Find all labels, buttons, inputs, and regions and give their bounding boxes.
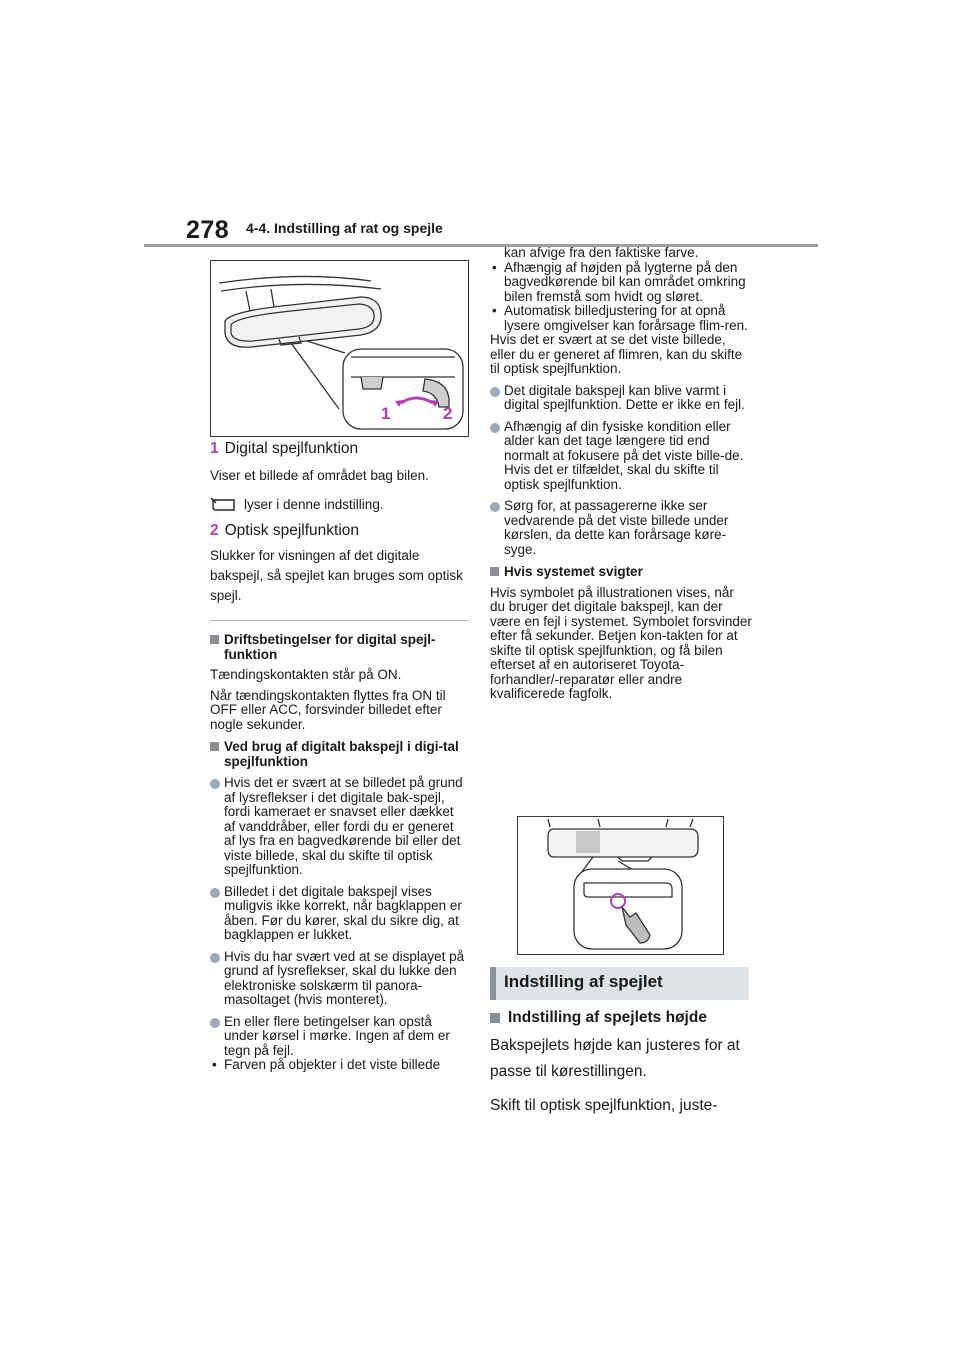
bullet-focus: Afhængig af din fysiske kondition eller alder kan det tage længere tid end normalt at fokusere på det viste bille-de. Hvis det er tilfældet, skal du skifte til optisk spejlfunktion. xyxy=(490,420,752,493)
callout-2: 2 xyxy=(443,404,453,423)
paragraph-switch-adjust: Skift til optisk spejlfunktion, juste- xyxy=(490,1097,718,1114)
bullet-reflections: Hvis det er svært at se billedet på grund af lysreflekser i det digitale bak-spejl, fordi kameraet er snavset eller dækket af vanddråber, eller fordi du er generet af lys fra en bagvedkørende bil eller det viste billede, skal du skifte til optisk spejlfunktion. xyxy=(210,776,468,878)
heading-mirror-height: Indstilling af spejlets højde xyxy=(490,1009,707,1027)
bullet-darkness: En eller flere betingelser kan opstå under kørsel i mørke. Ingen af dem er tegn på fejl. xyxy=(210,1015,468,1059)
heading-digital-use: Ved brug af digitalt bakspejl i digi-tal spejlfunktion xyxy=(210,740,468,769)
paragraph-switch-optical: Hvis det er svært at se det viste billede, eller du er generet af flimren, kan du skifte til optisk spejlfunktion. xyxy=(490,332,743,376)
sub-bullet-color-cont: kan afvige fra den faktiske farve. xyxy=(504,245,699,260)
heading-operating-conditions: Driftsbetingelser for digital spejl-funktion xyxy=(210,633,468,662)
right-column xyxy=(490,246,752,702)
callout-1: 1 xyxy=(381,404,391,423)
paragraph-ignition-on: Tændingskontakten står på ON. xyxy=(210,667,402,682)
mirror-failure-illustration xyxy=(517,816,724,955)
mirror-switch-illustration xyxy=(210,260,469,437)
item-2-text: Slukker for visningen af det digitale bakspejl, så spejlet kan bruges som optisk spejl. xyxy=(210,548,463,603)
paragraph-height-adjust: Bakspejlets højde kan justeres for at passe til kørestillingen. xyxy=(490,1037,740,1080)
page-number: 278 xyxy=(186,216,230,244)
section-title: Indstilling af spejlet xyxy=(490,967,749,1000)
sub-bullet-flicker: • Automatisk billedjustering for at opnå lysere omgivelser kan forårsage flim-ren. xyxy=(490,304,752,333)
sub-bullet-headlights: • Afhængig af højden på lygterne på den bagvedkørende bil kan området omkring bilen fremstå som hvidt og sløret. xyxy=(490,261,752,305)
mirror-indicator-icon xyxy=(210,497,236,511)
section-divider xyxy=(210,620,468,621)
bullet-warm: Det digitale bakspejl kan blive varmt i digital spejlfunktion. Dette er ikke en fejl. xyxy=(490,384,752,413)
sub-bullet-color: • Farven på objekter i det viste billede xyxy=(210,1058,468,1073)
paragraph-failure: Hvis symbolet på illustrationen vises, når du bruger det digitale bakspejl, kan der være en fejl i systemet. Symbolet forsvinder efter få sekunder. Betjen kon-takten for at skifte til optisk spejlfunktion, og få bilen efterset af en autoriseret Toyota-forhandler/-reparatør eller andre kvalificerede fagfolk. xyxy=(490,584,752,701)
item-1-number: 1 xyxy=(210,440,219,457)
bullet-sunshade: Hvis du har svært ved at se displayet på grund af lysreflekser, skal du lukke den elektroniske solskærm til panora-masoltaget (hvis monteret). xyxy=(210,950,468,1008)
bullet-tailgate: Billedet i det digitale bakspejl vises muligvis ikke korrekt, når bagklappen er åben. Før du kører, skal du sikre dig, at bagklappen er lukket. xyxy=(210,885,468,943)
heading-system-failure: Hvis systemet svigter xyxy=(490,565,752,580)
item-1-text: Viser et billede af området bag bilen. xyxy=(210,468,429,483)
item-1-label: 1 Digital spejlfunktion xyxy=(210,440,359,457)
indicator-line: lyser i denne indstilling. xyxy=(210,495,468,514)
bullet-passengers: Sørg for, at passagererne ikke ser vedvarende på det viste billede under kørslen, da dette kan forårsage køre-syge. xyxy=(490,499,752,557)
item-2-label: 2 Optisk spejlfunktion xyxy=(210,522,360,539)
mirror-height-text xyxy=(490,1033,752,1119)
left-column xyxy=(210,440,468,1073)
paragraph-ignition-off: Når tændingskontakten flyttes fra ON til OFF eller ACC, forsvinder billedet efter nogle sekunder. xyxy=(210,687,446,732)
chapter-title: 4-4. Indstilling af rat og spejle xyxy=(246,220,443,236)
item-2-number: 2 xyxy=(210,522,219,539)
